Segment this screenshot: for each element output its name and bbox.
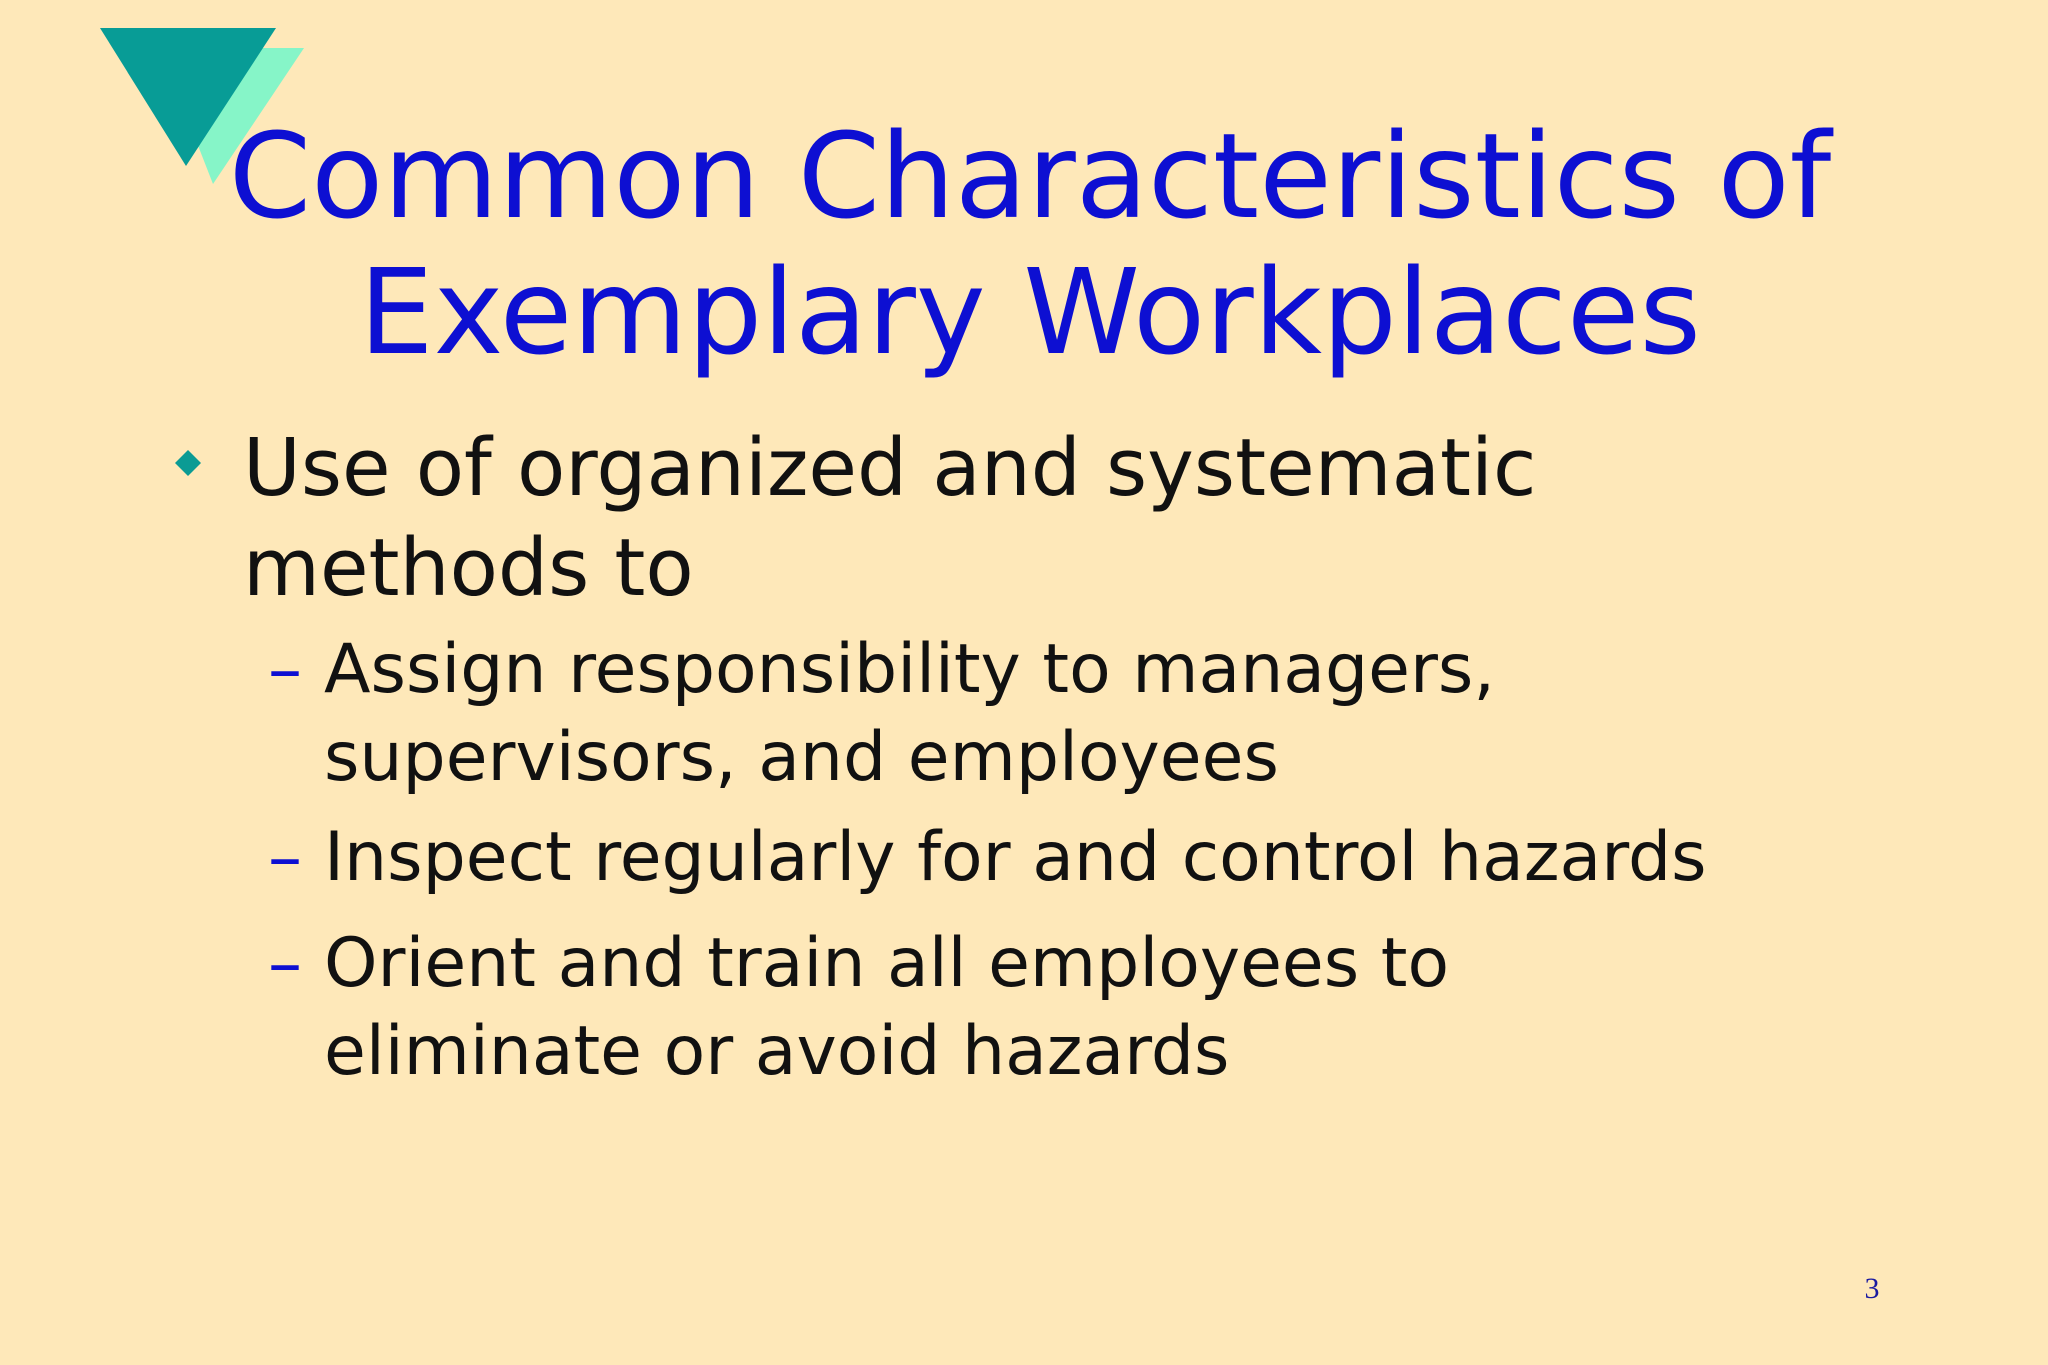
sub-bullet-text — [324, 626, 1874, 802]
main-bullet-line-1: Use of organized and systematic — [243, 422, 1537, 514]
main-bullet-text — [243, 418, 1843, 618]
title-line-2: Exemplary Workplaces — [359, 243, 1701, 381]
dash-bullet: – — [268, 818, 302, 897]
diamond-bullet-icon — [175, 450, 201, 476]
sub-bullet-line: eliminate or avoid hazards — [324, 1012, 1230, 1091]
title-line-1: Common Characteristics of — [228, 107, 1832, 245]
dash-bullet: – — [268, 630, 302, 709]
sub-bullet-line: Assign responsibility to managers, — [324, 630, 1495, 709]
page-number: 3 — [1864, 1272, 1880, 1305]
sub-bullet-line: Inspect regularly for and control hazards — [324, 818, 1707, 897]
slide-title — [200, 108, 1860, 380]
sub-bullet-text — [324, 814, 1874, 902]
main-bullet-line-2: methods to — [243, 522, 694, 614]
dash-bullet: – — [268, 924, 302, 1003]
sub-bullet-text — [324, 920, 1874, 1096]
sub-bullet-line: supervisors, and employees — [324, 718, 1279, 797]
sub-bullet-line: Orient and train all employees to — [324, 924, 1450, 1003]
